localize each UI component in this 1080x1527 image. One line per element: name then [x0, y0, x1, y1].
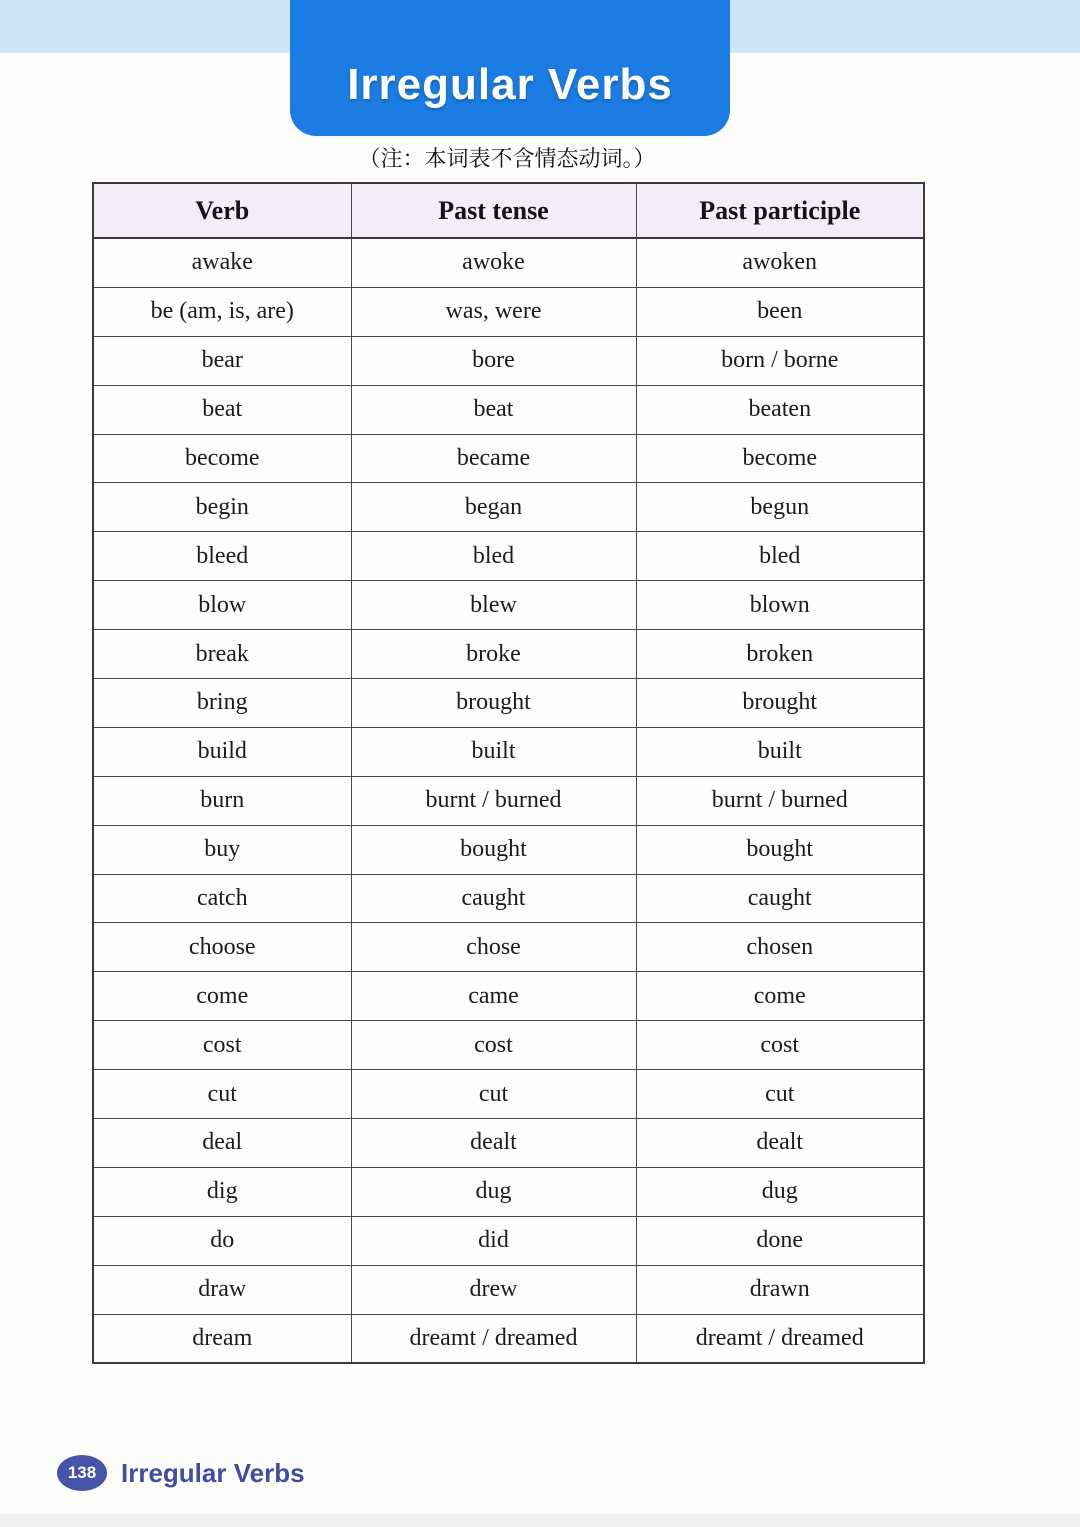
table-cell: dug: [636, 1167, 924, 1216]
page-title: Irregular Verbs: [347, 60, 673, 109]
table-cell: beaten: [636, 385, 924, 434]
table-cell: dug: [351, 1167, 636, 1216]
page-number: 138: [67, 1463, 97, 1482]
table-cell: begun: [636, 483, 924, 532]
table-cell: catch: [93, 874, 351, 923]
table-row: [93, 238, 924, 287]
table-cell: awoke: [351, 238, 636, 287]
table-cell: bled: [351, 532, 636, 581]
table-cell: came: [351, 972, 636, 1021]
table-cell: blown: [636, 581, 924, 630]
table-cell: cut: [351, 1070, 636, 1119]
table-cell: deal: [93, 1119, 351, 1168]
table-cell: draw: [93, 1265, 351, 1314]
table-cell: awoken: [636, 238, 924, 287]
table-cell: cut: [93, 1070, 351, 1119]
table-cell: bought: [351, 825, 636, 874]
table-cell: buy: [93, 825, 351, 874]
table-cell: built: [636, 727, 924, 776]
column-header: Past participle: [636, 183, 924, 238]
table-cell: did: [351, 1216, 636, 1265]
table-cell: be (am, is, are): [93, 287, 351, 336]
table-cell: built: [351, 727, 636, 776]
table-cell: blow: [93, 581, 351, 630]
page-bottom-strip: [0, 1514, 1080, 1527]
table-cell: dig: [93, 1167, 351, 1216]
table-cell: caught: [636, 874, 924, 923]
table-cell: break: [93, 630, 351, 679]
table-cell: bring: [93, 679, 351, 728]
table-row: [93, 385, 924, 434]
table-cell: chosen: [636, 923, 924, 972]
table-cell: bleed: [93, 532, 351, 581]
table-header-row: [93, 183, 924, 238]
table-row: [93, 1314, 924, 1363]
irregular-verbs-table: [92, 182, 925, 1364]
table-row: [93, 1119, 924, 1168]
table-cell: come: [93, 972, 351, 1021]
note-text: （注：本词表不含情态动词。）: [358, 146, 656, 171]
table-cell: became: [351, 434, 636, 483]
table-row: [93, 874, 924, 923]
column-header: Verb: [93, 183, 351, 238]
table-cell: caught: [351, 874, 636, 923]
table-cell: beat: [351, 385, 636, 434]
table-cell: dream: [93, 1314, 351, 1363]
table-cell: brought: [351, 679, 636, 728]
table-cell: beat: [93, 385, 351, 434]
table-cell: burnt / burned: [636, 776, 924, 825]
table-cell: born / borne: [636, 336, 924, 385]
table-cell: done: [636, 1216, 924, 1265]
page-footer: [57, 1455, 305, 1491]
table-cell: become: [93, 434, 351, 483]
table-cell: do: [93, 1216, 351, 1265]
table-row: [93, 727, 924, 776]
table-row: [93, 776, 924, 825]
table-row: [93, 1070, 924, 1119]
table-row: [93, 972, 924, 1021]
table-cell: dreamt / dreamed: [351, 1314, 636, 1363]
table-cell: awake: [93, 238, 351, 287]
table-row: [93, 1167, 924, 1216]
table-row: [93, 923, 924, 972]
table-row: [93, 434, 924, 483]
table-row: [93, 336, 924, 385]
table-row: [93, 1265, 924, 1314]
page-number-badge: [57, 1455, 107, 1491]
table-row: [93, 630, 924, 679]
table-cell: burn: [93, 776, 351, 825]
table-cell: blew: [351, 581, 636, 630]
table-row: [93, 1021, 924, 1070]
table-cell: come: [636, 972, 924, 1021]
table-cell: broke: [351, 630, 636, 679]
table-cell: drawn: [636, 1265, 924, 1314]
table-row: [93, 483, 924, 532]
table-cell: become: [636, 434, 924, 483]
table-cell: drew: [351, 1265, 636, 1314]
table-cell: was, were: [351, 287, 636, 336]
table-cell: burnt / burned: [351, 776, 636, 825]
table-cell: cost: [351, 1021, 636, 1070]
table-row: [93, 679, 924, 728]
table-cell: chose: [351, 923, 636, 972]
table-cell: brought: [636, 679, 924, 728]
column-header: Past tense: [351, 183, 636, 238]
footer-section-label: Irregular Verbs: [121, 1457, 305, 1488]
title-banner: [290, 0, 730, 136]
table-cell: bled: [636, 532, 924, 581]
table-cell: dealt: [351, 1119, 636, 1168]
table-cell: cost: [636, 1021, 924, 1070]
table-row: [93, 825, 924, 874]
table-row: [93, 1216, 924, 1265]
table-row: [93, 532, 924, 581]
table-cell: choose: [93, 923, 351, 972]
table-cell: build: [93, 727, 351, 776]
table-cell: dealt: [636, 1119, 924, 1168]
table-cell: bought: [636, 825, 924, 874]
table-cell: cost: [93, 1021, 351, 1070]
table-cell: dreamt / dreamed: [636, 1314, 924, 1363]
table-cell: broken: [636, 630, 924, 679]
table-cell: cut: [636, 1070, 924, 1119]
table-cell: bear: [93, 336, 351, 385]
table-row: [93, 581, 924, 630]
table-cell: been: [636, 287, 924, 336]
table-row: [93, 287, 924, 336]
table-cell: began: [351, 483, 636, 532]
table-cell: bore: [351, 336, 636, 385]
table-cell: begin: [93, 483, 351, 532]
